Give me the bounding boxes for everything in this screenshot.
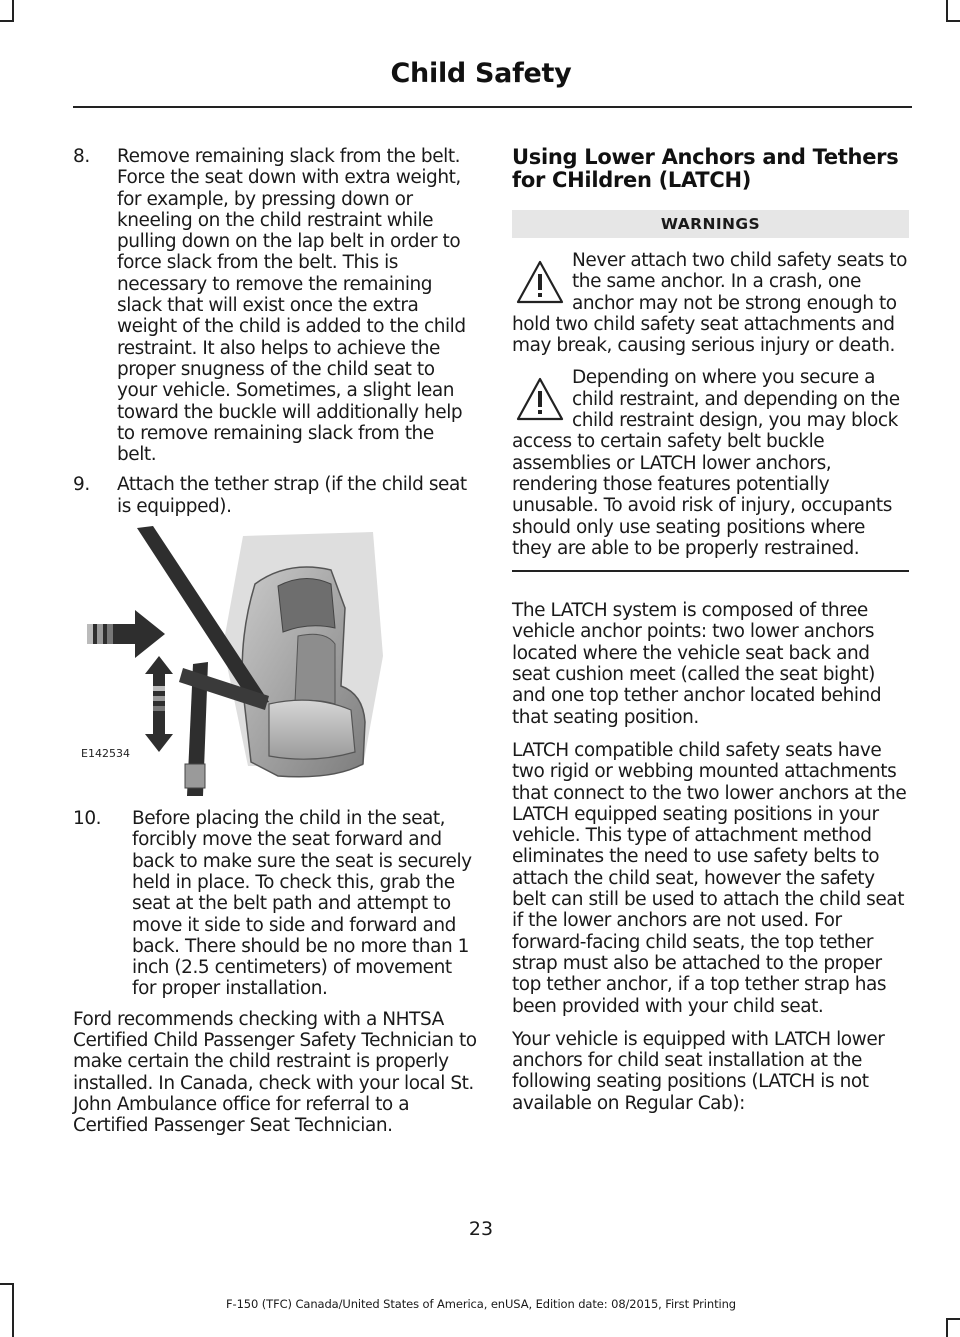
step-number: 9. <box>73 474 90 496</box>
step-text: Before placing the child in the seat, forcibly move the seat forward and back to make sure the seat is securely held in place. To check this, grab the seat at the belt path and attempt to move it side to side and forward and back. There should be no more than 1 inch (2.5 centimeters) of movement for proper installation. <box>132 808 472 1000</box>
warning-1 <box>512 250 909 356</box>
latch-paragraph-1: The LATCH system is composed of three vehicle anchor points: two lower anchors located where the vehicle seat back and seat cushion meet (called the seat bight) and one top tether anchor located behind that seating position. <box>512 600 882 728</box>
warnings-end-rule <box>512 570 909 572</box>
crop-mark-bottom-left-h <box>0 1283 14 1285</box>
latch-paragraph-2: LATCH compatible child safety seats have two rigid or webbing mounted attachments that connect to the two lower anchors at the LATCH equipped seating positions in your vehicle. This type of attachment method eliminates the need to use safety belts to attach the child seat, however the safety belt can still be used to attach the child seat if the lower anchors are not used. For forward-facing child seats, the top tether strap must also be attached to the proper top tether anchor, if a top tether strap has been provided with your child seat. <box>512 739 907 1017</box>
crop-mark-top-left-h <box>0 20 14 22</box>
step-9 <box>73 474 478 517</box>
footer-edition: F-150 (TFC) Canada/United States of America, enUSA, Edition date: 08/2015, First Printing <box>226 1297 736 1311</box>
crop-mark-bottom-right-h <box>946 1318 960 1320</box>
warning-triangle-icon <box>512 250 568 312</box>
left-column <box>73 146 478 1149</box>
child-seat-illustration <box>73 526 478 796</box>
crop-mark-bottom-right-v <box>946 1318 948 1337</box>
step-8 <box>73 146 478 465</box>
warning-triangle-icon <box>512 367 568 429</box>
step-text: Remove remaining slack from the belt. Force the seat down with extra weight, for example, by pressing down or kneeling on the child restraint while pulling down on the lap belt in order to force slack from the belt. This is necessary to remove the remaining slack that will exist once the extra weight of the child is added to the child restraint. It also helps to achieve the proper snugness of the child seat to your vehicle. Sometimes, a slight lean toward the buckle will additionally help to remove remaining slack from the belt. <box>117 146 466 466</box>
warning-2 <box>512 367 909 559</box>
crop-mark-top-left-v <box>12 0 14 22</box>
section-heading: Using Lower Anchors and Tethers for CHildren (LATCH) <box>512 145 899 192</box>
right-column <box>512 146 909 1126</box>
warnings-banner: WARNINGS <box>512 210 909 238</box>
child-seat-tether-image <box>73 526 478 796</box>
warning-text: Never attach two child safety seats to the same anchor. In a crash, one anchor may not be strong enough to hold two child safety seat attachments and may break, causing serious injury or death. <box>512 250 907 357</box>
page-number: 23 <box>468 1218 494 1240</box>
warning-text: Depending on where you secure a child restraint, and depending on the child restraint design, you may block access to certain safety belt buckle assemblies or LATCH lower anchors, rendering those features potentially unusable. To avoid risk of injury, occupants should only use seating positions where they are able to be properly restrained. <box>512 367 900 559</box>
nhtsa-paragraph: Ford recommends checking with a NHTSA Certified Child Passenger Safety Technician to make certain the child restraint is properly installed. In Canada, check with your local St. John Ambulance office for referral to a Certified Passenger Seat Technician. <box>73 1008 477 1137</box>
step-number: 10. <box>73 808 102 830</box>
crop-mark-top-right-v <box>946 0 948 22</box>
step-10 <box>73 808 478 1000</box>
crop-mark-top-right-h <box>946 20 960 22</box>
latch-paragraph-3: Your vehicle is equipped with LATCH lower anchors for child seat installation at the following seating positions (LATCH is not available on Regular Cab): <box>512 1028 885 1114</box>
figure-code: E142534 <box>81 747 130 761</box>
step-number: 8. <box>73 146 90 167</box>
step-text: Attach the tether strap (if the child seat is equipped). <box>117 474 467 517</box>
header-divider <box>73 106 912 108</box>
page-title: Child Safety <box>390 58 572 89</box>
